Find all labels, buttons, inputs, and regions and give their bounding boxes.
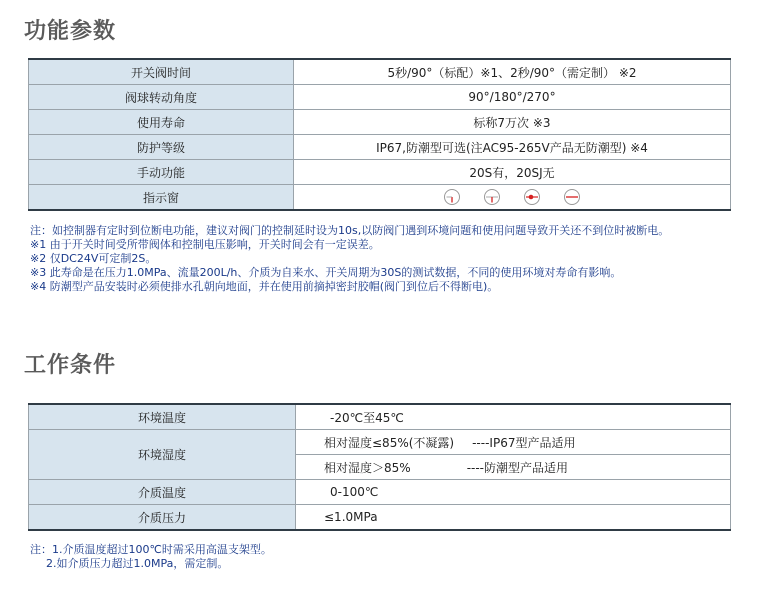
row-label: 阀球转动角度 — [29, 85, 294, 110]
function-params-table — [28, 58, 731, 211]
table-row — [29, 185, 731, 211]
row-value: ≤1.0MPa — [296, 505, 731, 531]
row-value: -20℃至45℃ — [296, 404, 731, 430]
note-line: ※1 由于开关时间受所带阀体和控制电压影响，开关时间会有一定误差。 — [30, 238, 380, 251]
indicator-window-cell — [294, 185, 731, 211]
row-label: 防护等级 — [29, 135, 294, 160]
row-label: 介质温度 — [29, 480, 296, 505]
note-line: ※4 防潮型产品安装时必须使排水孔朝向地面，并在使用前摘掉密封胶帽(阀门到位后不得断电)。 — [30, 280, 499, 293]
humidity-line — [296, 430, 731, 455]
row-label: 介质压力 — [29, 505, 296, 531]
humidity-line — [296, 455, 731, 480]
note-line: ※3 此寿命是在压力1.0MPa、流量200L/h、介质为自来水、开关周期为30S的测试数据，不同的使用环境对寿命有影响。 — [30, 266, 622, 279]
section-title-functions: 功能参数 — [24, 18, 117, 44]
row-label: 使用寿命 — [29, 110, 294, 135]
conditions-notes — [30, 543, 272, 571]
indicator-midpoint-icon — [523, 188, 541, 206]
note-line: ※2 仅DC24V可定制2S。 — [30, 252, 157, 265]
table-row — [29, 430, 731, 455]
row-label: 开关阀时间 — [29, 59, 294, 85]
table-row — [29, 404, 731, 430]
row-value: 标称7万次 ※3 — [294, 110, 731, 135]
working-conditions-table — [28, 403, 731, 531]
humidity-description: ----IP67型产品适用 — [472, 435, 576, 450]
humidity-condition: 相对湿度≤85%(不凝露) — [324, 435, 455, 450]
section-title-conditions: 工作条件 — [24, 352, 117, 378]
table-row — [29, 160, 731, 185]
table-row — [29, 85, 731, 110]
indicator-horizontal-icon — [563, 188, 581, 206]
indicator-open-icon — [483, 188, 501, 206]
table-row — [29, 480, 731, 505]
humidity-description: ----防潮型产品适用 — [466, 460, 569, 475]
note-line: 注：1.介质温度超过100℃时需采用高温支架型。 — [30, 543, 272, 556]
row-value: 20S有，20SJ无 — [294, 160, 731, 185]
row-value: IP67,防潮型可选(注AC95-265V产品无防潮型) ※4 — [294, 135, 731, 160]
function-notes — [30, 224, 669, 294]
table-row — [29, 59, 731, 85]
row-label: 手动功能 — [29, 160, 294, 185]
table-row — [29, 110, 731, 135]
note-line: 2.如介质压力超过1.0MPa，需定制。 — [46, 557, 229, 570]
indicator-closed-icon — [443, 188, 461, 206]
row-value: 5秒/90°（标配）※1、2秒/90°（需定制） ※2 — [294, 59, 731, 85]
row-label: 环境湿度 — [29, 430, 296, 480]
row-label: 指示窗 — [29, 185, 294, 211]
table-row — [29, 135, 731, 160]
table-row — [29, 505, 731, 531]
row-value: 0-100℃ — [296, 480, 731, 505]
row-value: 90°/180°/270° — [294, 85, 731, 110]
row-label: 环境温度 — [29, 404, 296, 430]
note-line: 注：如控制器有定时到位断电功能，建议对阀门的控制延时设为10s,以防阀门遇到环境问题和使用问题导致开关还不到位时被断电。 — [30, 224, 670, 237]
humidity-condition: 相对湿度＞85% — [324, 460, 411, 475]
